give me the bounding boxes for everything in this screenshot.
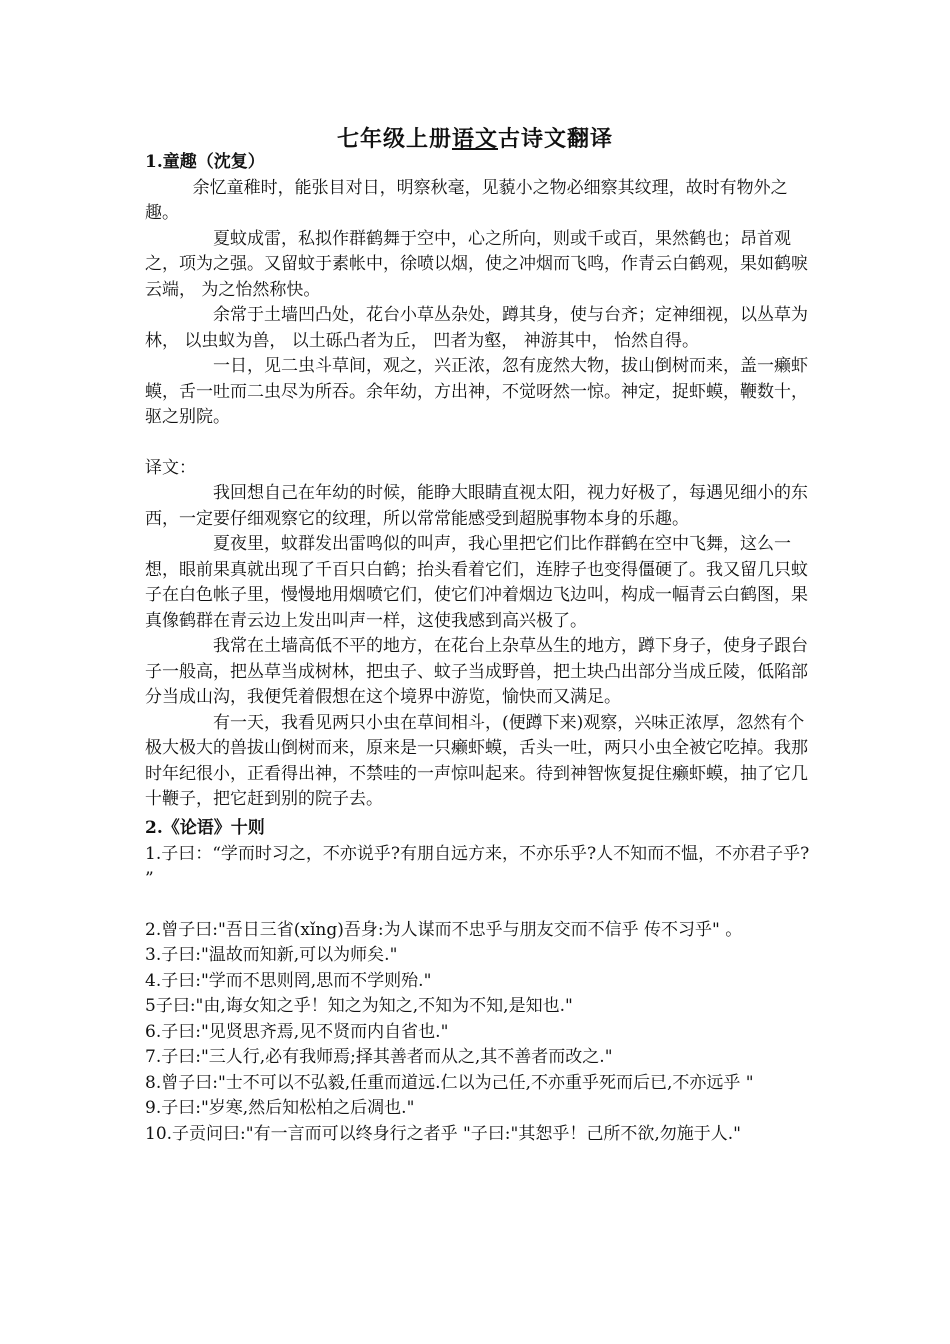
lunyu-item: 1.子曰：“学而时习之，不亦说乎?有朋自远方来，不亦乐乎?人不知而不愠，不亦君子乎? ” — [145, 843, 810, 889]
title-part-2: 语文 — [451, 126, 498, 152]
lunyu-item: 7.子曰:"三人行,必有我师焉;择其善者而从之,其不善者而改之." — [145, 1047, 613, 1067]
lunyu-item: 5子曰:"由,诲女知之乎！知之为知之,不知为不知,是知也." — [145, 996, 573, 1016]
lunyu-item: 8.曾子曰:"士不可以不弘毅,任重而道远.仁以为己任,不亦重乎死而后已,不亦远乎 " — [145, 1072, 754, 1093]
original-paragraph: 余忆童稚时，能张目对日，明察秋毫，见藐小之物必细察其纹理，故时有物外之趣。 — [145, 177, 788, 223]
page-title — [0, 122, 950, 153]
lunyu-item: 10.子贡问曰:"有一言而可以终身行之者乎 "子曰:"其恕乎！己所不欲,勿施于人." — [145, 1123, 741, 1144]
title-part-3: 古诗文翻译 — [498, 126, 614, 152]
section-tongqu — [145, 150, 815, 813]
original-paragraph: 一日，见二虫斗草间，观之，兴正浓，忽有庞然大物，拔山倒树而来，盖一癞虾蟆，舌一吐而二虫尽为所吞。余年幼，方出神，不觉呀然一惊。神定，捉虾蟆，鞭数十， 驱之别院。 — [145, 356, 808, 427]
original-paragraph: 夏蚊成雷，私拟作群鹤舞于空中，心之所向，则或千或百，果然鹤也；昂首观之，项为之强。又留蚊于素帐中，徐喷以烟，使之冲烟而飞鸣，作青云白鹤观，果如鹤唳云端， 为之怡然称快。 — [145, 228, 808, 300]
title-part-1: 七年级上册 — [336, 126, 452, 152]
translation-paragraph: 我常在土墙高低不平的地方，在花台上杂草丛生的地方，蹲下身子，使身子跟台子一般高，把丛草当成树林，把虫子、蚊子当成野兽，把土块凸出部分当成丘陵，低陷部分当成山沟，我便凭着假想在这个境界中游览，愉快而又满足。 — [145, 636, 808, 707]
section-heading: 1.童趣（沈复） — [145, 152, 265, 172]
translation-paragraph: 夏夜里，蚊群发出雷鸣似的叫声，我心里把它们比作群鹤在空中飞舞，这么一想，眼前果真就出现了千百只白鹤；抬头看着它们，连脖子也变得僵硬了。我又留几只蚊子在白色帐子里，慢慢地用烟喷它们，使它们冲着烟边飞边叫，构成一幅青云白鹤图，果真像鹤群在青云边上发出叫声一样，这使我感到高兴极了。 — [145, 534, 808, 631]
translation-paragraph: 有一天，我看见两只小虫在草间相斗，(便蹲下来)观察，兴味正浓厚，忽然有个极大极大的兽拔山倒树而来，原来是一只癞虾蟆，舌头一吐，两只小虫全被它吃掉。我那时年纪很小，正看得出神，不禁哇的一声惊叫起来。待到神智恢复捉住癞虾蟆，抽了它几十鞭子，把它赶到别的院子去。 — [145, 712, 808, 809]
lunyu-item: 3.子曰:"温故而知新,可以为师矣." — [145, 945, 398, 965]
lunyu-item: 4.子曰:"学而不思则罔,思而不学则殆." — [145, 970, 432, 991]
lunyu-item: 2.曾子曰:"吾日三省(xǐng)吾身:为人谋而不忠乎与朋友交而不信乎 传不习乎" 。 — [145, 919, 743, 940]
section-heading: 2.《论语》十则 — [145, 818, 265, 838]
original-paragraph: 余常于土墙凹凸处，花台小草丛杂处，蹲其身，使与台齐；定神细视，以丛草为林， 以虫蚁为兽， 以土砾凸者为丘， 凹者为壑， 神游其中， 怡然自得。 — [145, 305, 808, 351]
lunyu-item: 9.子曰:"岁寒,然后知松柏之后凋也." — [145, 1098, 415, 1118]
translation-paragraph: 我回想自己在年幼的时候，能睁大眼睛直视太阳，视力好极了，每遇见细小的东西，一定要仔细观察它的纹理，所以常常能感受到超脱事物本身的乐趣。 — [145, 483, 808, 529]
lunyu-item: 6.子曰:"见贤思齐焉,见不贤而内自省也." — [145, 1021, 449, 1042]
section-lunyu — [145, 816, 815, 1147]
translation-label: 译文： — [145, 457, 196, 478]
